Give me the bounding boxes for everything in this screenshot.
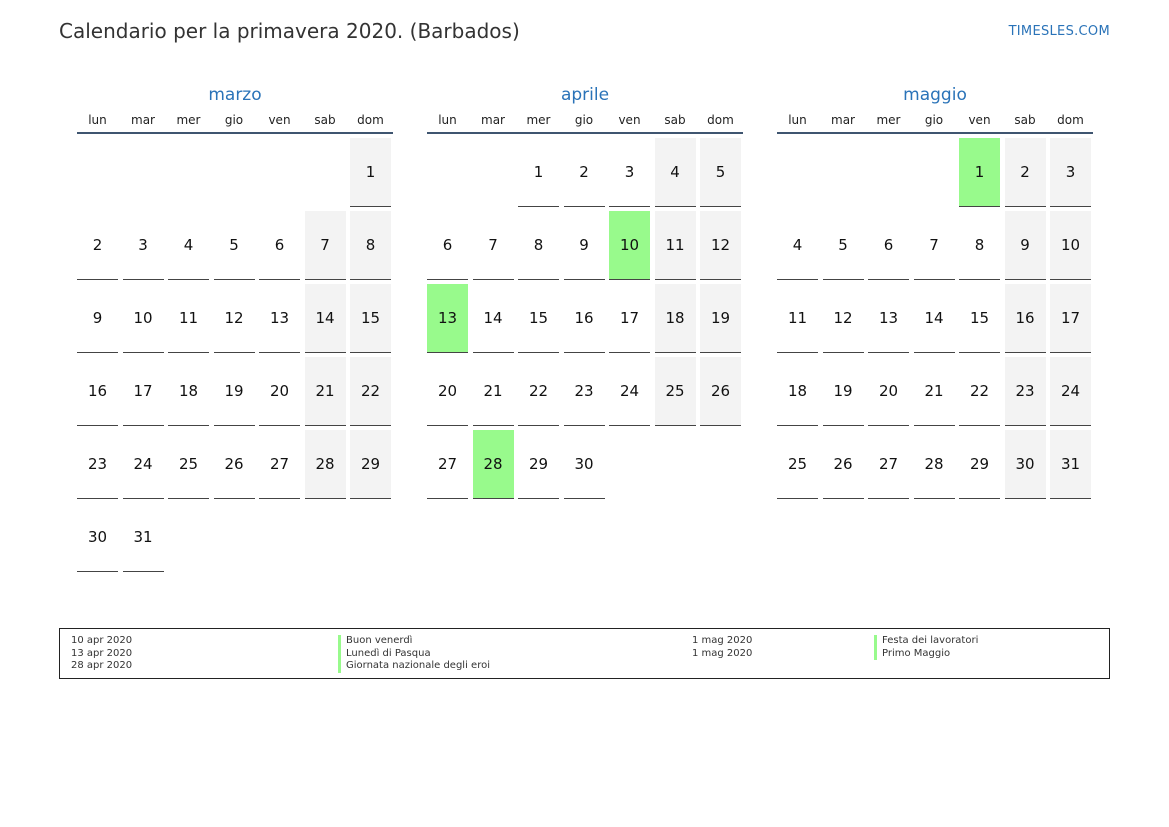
day-grid xyxy=(427,138,743,499)
legend-names-right xyxy=(874,635,978,660)
day-cell: 8 xyxy=(350,211,391,280)
day-cell: 31 xyxy=(1050,430,1091,499)
day-cell: 30 xyxy=(564,430,605,499)
weekday-label: dom xyxy=(707,113,734,127)
weekday-label: mar xyxy=(131,113,155,127)
day-cell: 18 xyxy=(655,284,696,353)
day-cell-empty xyxy=(214,138,255,207)
legend-date: 1 mag 2020 xyxy=(692,647,753,659)
day-grid xyxy=(77,138,393,572)
day-cell: 5 xyxy=(214,211,255,280)
legend-holiday-name: Lunedì di Pasqua xyxy=(338,648,490,661)
month-title: marzo xyxy=(208,85,262,105)
day-cell: 12 xyxy=(823,284,864,353)
legend-names-left xyxy=(338,635,490,673)
day-cell: 14 xyxy=(473,284,514,353)
day-cell: 7 xyxy=(473,211,514,280)
day-cell: 10 xyxy=(1050,211,1091,280)
day-cell: 24 xyxy=(609,357,650,426)
day-cell: 25 xyxy=(777,430,818,499)
day-cell-empty xyxy=(168,138,209,207)
weekday-label: gio xyxy=(224,113,244,127)
day-cell-empty xyxy=(259,138,300,207)
month-title: maggio xyxy=(903,85,967,105)
day-cell: 23 xyxy=(1005,357,1046,426)
weekday-header xyxy=(777,108,1093,134)
day-cell-empty xyxy=(777,138,818,207)
day-cell: 26 xyxy=(700,357,741,426)
day-cell: 27 xyxy=(259,430,300,499)
day-cell: 20 xyxy=(868,357,909,426)
day-cell: 20 xyxy=(259,357,300,426)
day-cell-empty xyxy=(823,138,864,207)
day-cell: 9 xyxy=(1005,211,1046,280)
day-cell: 4 xyxy=(168,211,209,280)
weekday-label: dom xyxy=(1057,113,1084,127)
day-cell: 18 xyxy=(168,357,209,426)
legend-holiday-name: Festa dei lavoratori xyxy=(874,635,978,648)
day-cell-empty xyxy=(473,138,514,207)
legend-holiday-name: Primo Maggio xyxy=(874,648,978,661)
day-cell: 16 xyxy=(77,357,118,426)
weekday-label: sab xyxy=(664,113,686,127)
day-cell: 13 xyxy=(259,284,300,353)
day-cell: 2 xyxy=(1005,138,1046,207)
day-cell: 4 xyxy=(655,138,696,207)
month-april xyxy=(427,82,743,499)
weekday-label: lun xyxy=(788,113,807,127)
day-cell: 29 xyxy=(518,430,559,499)
site-link[interactable]: TIMESLES.COM xyxy=(1008,24,1110,39)
day-cell: 3 xyxy=(609,138,650,207)
day-cell: 18 xyxy=(777,357,818,426)
day-cell: 25 xyxy=(655,357,696,426)
month-may xyxy=(777,82,1093,499)
legend-date: 1 mag 2020 xyxy=(692,635,753,646)
month-march xyxy=(77,82,393,572)
weekday-label: sab xyxy=(314,113,336,127)
day-cell: 6 xyxy=(427,211,468,280)
day-cell: 27 xyxy=(427,430,468,499)
day-cell: 21 xyxy=(914,357,955,426)
day-cell: 26 xyxy=(214,430,255,499)
day-cell: 8 xyxy=(518,211,559,280)
holiday-legend xyxy=(59,628,1110,679)
day-cell: 7 xyxy=(305,211,346,280)
day-cell: 27 xyxy=(868,430,909,499)
day-cell-holiday: 28 xyxy=(473,430,514,499)
day-cell: 3 xyxy=(1050,138,1091,207)
day-cell: 19 xyxy=(700,284,741,353)
day-cell: 15 xyxy=(350,284,391,353)
day-cell: 15 xyxy=(959,284,1000,353)
day-cell: 12 xyxy=(700,211,741,280)
legend-date: 10 apr 2020 xyxy=(71,635,133,646)
day-cell: 3 xyxy=(123,211,164,280)
day-cell-empty xyxy=(427,138,468,207)
weekday-label: mer xyxy=(176,113,201,127)
legend-holiday-name: Buon venerdì xyxy=(338,635,490,648)
weekday-label: lun xyxy=(438,113,457,127)
weekday-header xyxy=(427,108,743,134)
day-cell: 7 xyxy=(914,211,955,280)
weekday-header xyxy=(77,108,393,134)
day-cell: 1 xyxy=(518,138,559,207)
weekday-label: lun xyxy=(88,113,107,127)
day-cell: 11 xyxy=(168,284,209,353)
weekday-label: ven xyxy=(268,113,291,127)
day-cell: 31 xyxy=(123,503,164,572)
day-cell: 9 xyxy=(77,284,118,353)
legend-date: 28 apr 2020 xyxy=(71,660,133,671)
day-cell: 14 xyxy=(305,284,346,353)
day-cell: 16 xyxy=(564,284,605,353)
day-cell: 5 xyxy=(823,211,864,280)
weekday-label: gio xyxy=(574,113,594,127)
weekday-label: sab xyxy=(1014,113,1036,127)
day-cell: 8 xyxy=(959,211,1000,280)
page-title: Calendario per la primavera 2020. (Barbados) xyxy=(59,19,520,43)
day-cell: 13 xyxy=(868,284,909,353)
day-cell: 23 xyxy=(564,357,605,426)
day-cell: 12 xyxy=(214,284,255,353)
day-cell: 21 xyxy=(473,357,514,426)
day-cell: 10 xyxy=(123,284,164,353)
day-cell: 22 xyxy=(959,357,1000,426)
day-cell: 28 xyxy=(914,430,955,499)
day-cell: 5 xyxy=(700,138,741,207)
day-cell: 17 xyxy=(1050,284,1091,353)
legend-date: 13 apr 2020 xyxy=(71,647,133,659)
legend-holiday-name: Giornata nazionale degli eroi xyxy=(338,660,490,673)
day-cell: 4 xyxy=(777,211,818,280)
day-cell-holiday: 1 xyxy=(959,138,1000,207)
day-cell: 29 xyxy=(350,430,391,499)
day-cell: 29 xyxy=(959,430,1000,499)
day-cell: 25 xyxy=(168,430,209,499)
day-cell: 1 xyxy=(350,138,391,207)
day-cell: 19 xyxy=(823,357,864,426)
day-cell: 22 xyxy=(518,357,559,426)
day-cell: 6 xyxy=(259,211,300,280)
day-cell-empty xyxy=(914,138,955,207)
day-cell: 11 xyxy=(777,284,818,353)
day-cell: 6 xyxy=(868,211,909,280)
weekday-label: mer xyxy=(876,113,901,127)
day-cell-empty xyxy=(123,138,164,207)
month-title: aprile xyxy=(560,85,610,105)
weekday-label: mer xyxy=(526,113,551,127)
day-cell: 21 xyxy=(305,357,346,426)
day-cell: 14 xyxy=(914,284,955,353)
day-cell-empty xyxy=(305,138,346,207)
day-cell: 2 xyxy=(564,138,605,207)
day-cell: 22 xyxy=(350,357,391,426)
day-cell: 9 xyxy=(564,211,605,280)
weekday-label: mar xyxy=(831,113,855,127)
day-cell: 23 xyxy=(77,430,118,499)
day-cell: 17 xyxy=(123,357,164,426)
day-cell: 15 xyxy=(518,284,559,353)
day-cell: 16 xyxy=(1005,284,1046,353)
day-cell: 20 xyxy=(427,357,468,426)
day-cell: 2 xyxy=(77,211,118,280)
day-cell: 19 xyxy=(214,357,255,426)
day-cell-empty xyxy=(77,138,118,207)
weekday-label: ven xyxy=(968,113,991,127)
legend-dates-left xyxy=(71,635,132,673)
day-cell: 30 xyxy=(1005,430,1046,499)
legend-dates-right xyxy=(692,635,752,660)
day-cell: 17 xyxy=(609,284,650,353)
weekday-label: gio xyxy=(924,113,944,127)
day-cell-holiday: 10 xyxy=(609,211,650,280)
day-cell: 11 xyxy=(655,211,696,280)
day-cell-empty xyxy=(868,138,909,207)
day-cell: 26 xyxy=(823,430,864,499)
weekday-label: dom xyxy=(357,113,384,127)
day-cell: 24 xyxy=(1050,357,1091,426)
day-cell: 24 xyxy=(123,430,164,499)
day-grid xyxy=(777,138,1093,499)
day-cell-holiday: 13 xyxy=(427,284,468,353)
day-cell: 28 xyxy=(305,430,346,499)
weekday-label: ven xyxy=(618,113,641,127)
weekday-label: mar xyxy=(481,113,505,127)
day-cell: 30 xyxy=(77,503,118,572)
